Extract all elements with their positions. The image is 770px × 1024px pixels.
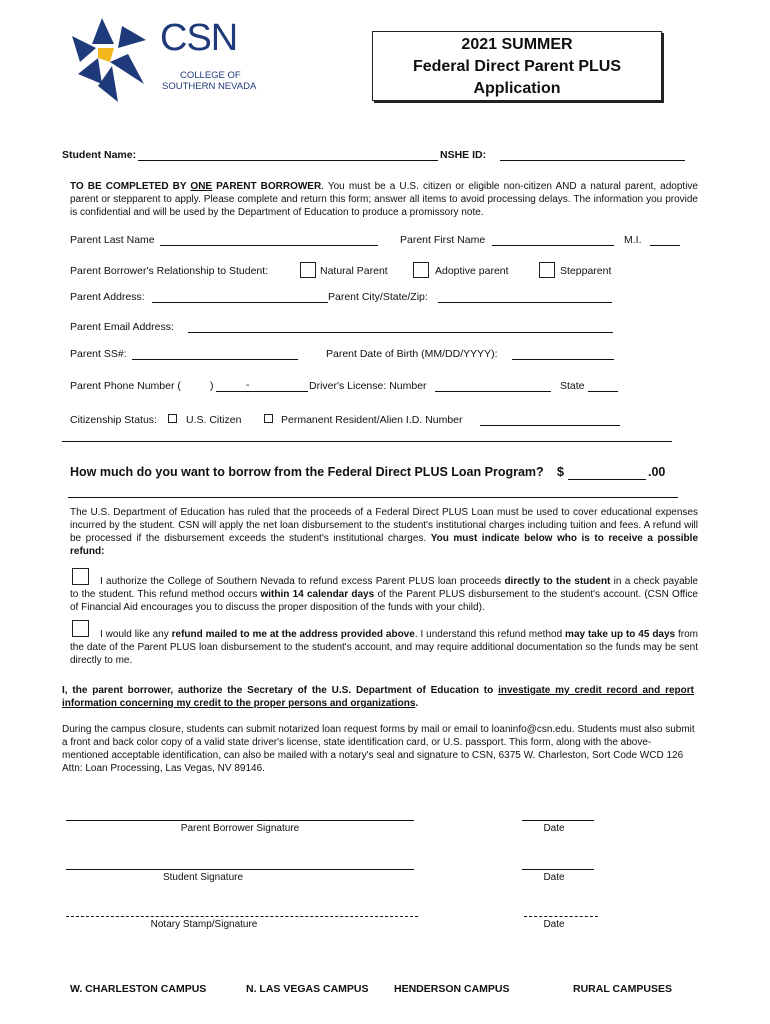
phone-label: Parent Phone Number ( xyxy=(70,380,181,392)
option1-text-c: in a check payable to the student. This refund method occurs xyxy=(70,576,698,600)
phone-close-paren: ) xyxy=(210,380,214,392)
state-field[interactable] xyxy=(588,391,618,392)
divider-2 xyxy=(68,497,678,498)
logo-line2: SOUTHERN NEVADA xyxy=(162,81,257,92)
ssn-label: Parent SS#: xyxy=(70,348,127,360)
dob-label: Parent Date of Birth (MM/DD/YYYY): xyxy=(326,348,498,360)
title-box xyxy=(372,31,662,101)
logo-abbr: CSN xyxy=(160,17,238,59)
borrow-amount-field[interactable] xyxy=(568,479,646,480)
instructions-suffix: PARENT BORROWER xyxy=(212,181,322,192)
instructions-one: ONE xyxy=(190,181,213,192)
borrow-question: How much do you want to borrow from the Federal Direct PLUS Loan Program? xyxy=(70,465,544,479)
ssn-field[interactable] xyxy=(132,359,298,360)
parent-signature-line[interactable] xyxy=(66,820,414,821)
permanent-resident-checkbox[interactable] xyxy=(264,414,273,423)
option2-text-d: may take up to 45 days xyxy=(565,629,676,640)
us-citizen-label: U.S. Citizen xyxy=(186,414,242,426)
ruling-bold: You must indicate below who is to receive a possible refund: xyxy=(70,533,699,557)
footer-campus-n-las-vegas: N. LAS VEGAS CAMPUS xyxy=(246,983,369,995)
parent-date-line[interactable] xyxy=(522,820,594,821)
authorize-text-c: . xyxy=(415,698,419,709)
footer-campus-rural: RURAL CAMPUSES xyxy=(573,983,672,995)
state-label: State xyxy=(560,380,585,392)
closure-paragraph: During the campus closure, students can submit notarized loan request forms by mail or email to loaninfo@csn.edu. Students must also submit a front and back color copy of a valid state driver's license, state identification card, or U.S. passport. This form, along with the above-mentioned acceptable identification, can also be mailed with a notary's seal and signature to CSN, 6375 W. Charleston, Sort Code WCD 126 Attn: Loan Processing, Las Vegas, NV 89146. xyxy=(62,724,695,774)
license-label: Driver's License: Number xyxy=(309,380,427,392)
address-field[interactable] xyxy=(152,302,328,303)
phone-field[interactable] xyxy=(216,391,308,392)
student-date-line[interactable] xyxy=(522,869,594,870)
title-line1: 2021 SUMMER xyxy=(461,36,573,53)
adoptive-parent-checkbox[interactable] xyxy=(413,262,429,278)
title-line3: Application xyxy=(473,80,561,97)
phone-dash: - xyxy=(246,379,250,391)
adoptive-parent-label: Adoptive parent xyxy=(435,265,509,277)
notary-date-line[interactable] xyxy=(524,916,598,917)
csn-logo xyxy=(62,14,262,104)
option1-text-e: of the Parent PLUS disbursement to the student's account. (CSN Office of Financial Aid encourages you to discuss the proper disposition of the funds with your child). xyxy=(70,589,698,613)
option1-paragraph xyxy=(70,575,698,614)
instructions xyxy=(70,180,698,219)
license-field[interactable] xyxy=(435,391,551,392)
option2-text-c: . I understand this refund method xyxy=(414,629,566,640)
citizenship-label: Citizenship Status: xyxy=(70,414,157,426)
relationship-label: Parent Borrower's Relationship to Student: xyxy=(70,265,269,277)
mi-label: M.I. xyxy=(624,234,642,246)
logo-line1: COLLEGE OF xyxy=(180,70,241,81)
dob-field[interactable] xyxy=(512,359,614,360)
student-signature-line[interactable] xyxy=(66,869,414,870)
option2-text-a: I would like any xyxy=(100,629,172,640)
option1-text-b: directly to the student xyxy=(504,576,611,587)
city-field[interactable] xyxy=(438,302,612,303)
instructions-text: . You must be a U.S. citizen or eligible non-citizen AND a natural parent, adoptive parent or stepparent to apply. Please complete and return this form; answer all items to avoid processing delays. The information you provide is confidential and will be used by the Department of Education to produce a promissory note. xyxy=(70,181,698,218)
option2-paragraph xyxy=(70,628,698,667)
email-label: Parent Email Address: xyxy=(70,321,174,333)
title-line2: Federal Direct Parent PLUS xyxy=(412,58,622,75)
mi-field[interactable] xyxy=(650,245,680,246)
ruling-paragraph xyxy=(70,506,698,558)
instructions-prefix: TO BE COMPLETED BY xyxy=(70,181,191,192)
option2-text-b: refund mailed to me at the address provided above xyxy=(171,629,415,640)
student-signature-label: Student Signature xyxy=(162,872,244,883)
divider-1 xyxy=(62,441,672,442)
alien-id-field[interactable] xyxy=(480,425,620,426)
email-field[interactable] xyxy=(188,332,613,333)
address-label: Parent Address: xyxy=(70,291,145,303)
natural-parent-checkbox[interactable] xyxy=(300,262,316,278)
city-label: Parent City/State/Zip: xyxy=(328,291,428,303)
stepparent-checkbox[interactable] xyxy=(539,262,555,278)
borrow-cents: .00 xyxy=(648,465,666,479)
option2-text-e: from the date of the Parent PLUS loan disbursement to the student's account, and may require additional documentation so the funds may be sent directly to me. xyxy=(70,629,699,666)
nshe-id-label: NSHE ID: xyxy=(440,149,487,161)
authorize-text-a: I, the parent borrower, authorize the Secretary of the U.S. Department of Education to xyxy=(62,685,499,696)
ruling-text: The U.S. Department of Education has ruled that the proceeds of a Federal Direct PLUS Loan must be used to cover educational expenses incurred by the student. CSN will apply the net loan disbursement to the student's institutional charges including tuition and fees. A refund will be processed if the disbursement exceeds the student's institutional charges. xyxy=(70,507,698,544)
first-name-field[interactable] xyxy=(492,245,614,246)
last-name-label: Parent Last Name xyxy=(70,234,155,246)
borrow-dollar: $ xyxy=(557,465,564,479)
natural-parent-label: Natural Parent xyxy=(320,265,388,277)
first-name-label: Parent First Name xyxy=(400,234,486,246)
us-citizen-checkbox[interactable] xyxy=(168,414,177,423)
authorize-text-b: investigate my credit record and report information concerning my credit to the proper persons and organizations xyxy=(62,685,694,709)
footer-campus-w-charleston: W. CHARLESTON CAMPUS xyxy=(70,983,207,995)
parent-signature-label: Parent Borrower Signature xyxy=(180,823,300,834)
notary-signature-label: Notary Stamp/Signature xyxy=(150,919,258,930)
stepparent-label: Stepparent xyxy=(560,265,612,277)
option1-text-a: I authorize the College of Southern Nevada to refund excess Parent PLUS loan proceeds xyxy=(100,576,505,587)
student-name-field[interactable] xyxy=(138,160,438,161)
notary-date-label: Date xyxy=(543,919,565,930)
credit-authorization xyxy=(62,684,694,710)
student-date-label: Date xyxy=(543,872,565,883)
last-name-field[interactable] xyxy=(160,245,378,246)
nshe-id-field[interactable] xyxy=(500,160,685,161)
student-name-label: Student Name: xyxy=(62,149,137,161)
option1-text-d: within 14 calendar days xyxy=(260,589,375,600)
permanent-resident-label: Permanent Resident/Alien I.D. Number xyxy=(281,414,463,426)
notary-signature-line[interactable] xyxy=(66,916,418,917)
footer-campus-henderson: HENDERSON CAMPUS xyxy=(394,983,510,995)
parent-date-label: Date xyxy=(543,823,565,834)
